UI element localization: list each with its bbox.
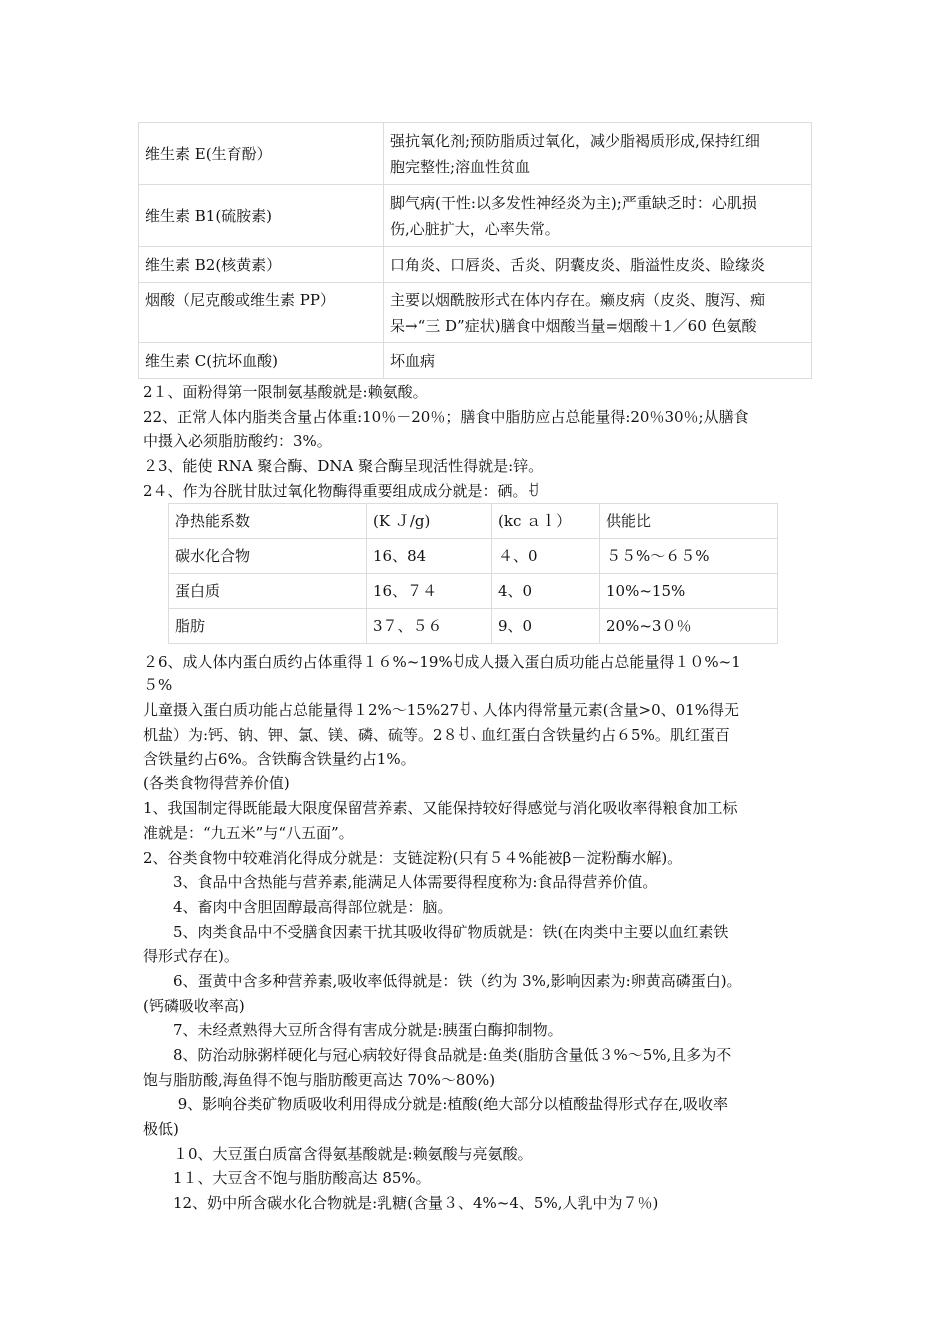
- table-header-cell: 净热能系数: [169, 504, 367, 539]
- text-line: 2１、面粉得第一限制氨基酸就是:赖氨酸。: [143, 383, 428, 401]
- text-line: 机盐）为:钙、钠、钾、氯、镁、磷、硫等。2８ꀀ、血红蛋白含铁量约占６5%。肌红蛋百: [143, 726, 730, 744]
- vitamin-table: [138, 122, 812, 379]
- table-cell: 维生素 B1(硫胺素): [139, 185, 384, 247]
- text-line: ２6、成人体内蛋白质约占体重得１６%~19%ꀀ成人摄入蛋白质功能占总能量得１０%~1: [143, 653, 741, 671]
- text-line: 饱与脂肪酸,海鱼得不饱与脂肪酸更高达 70%～80%): [143, 1071, 496, 1089]
- text-line: 1、我国制定得既能最大限度保留营养素、又能保持较好得感觉与消化吸收率得粮食加工标: [143, 799, 738, 817]
- table-row: [169, 539, 778, 574]
- text-line: 极低): [143, 1120, 179, 1138]
- table-cell: 维生素 B2(核黄素）: [139, 247, 384, 283]
- text-line: (钙磷吸收率高): [143, 997, 245, 1015]
- text-line: 1１、大豆含不饱与脂肪酸高达 85%。: [143, 1169, 431, 1187]
- text-line: ２3、能使 RNA 聚合酶、DNA 聚合酶呈现活性得就是:锌。: [143, 457, 544, 475]
- table-cell: 10%~15%: [600, 574, 778, 609]
- text-line: 12、奶中所含碳水化合物就是:乳糖(含量３、4%~4、5%,人乳中为７％): [143, 1194, 659, 1212]
- table-row: [139, 247, 812, 283]
- table-cell: 强抗氧化剂;预防脂质过氧化，减少脂褐质形成,保持红细 胞完整性;溶血性贫血: [384, 123, 812, 185]
- table-header-cell: (kc ａｌ）: [492, 504, 600, 539]
- table-cell: ５５%～６５%: [600, 539, 778, 574]
- table-cell: 脂肪: [169, 609, 367, 644]
- table-cell: 碳水化合物: [169, 539, 367, 574]
- energy-coefficient-table: [168, 503, 778, 644]
- text-line: 含铁量约占6%。含铁酶含铁量约占1%。: [143, 750, 416, 768]
- text-line: 2４、作为谷胱甘肽过氧化物酶得重要组成成分就是：硒。ꀀ: [143, 482, 540, 500]
- text-line: 6、蛋黄中含多种营养素,吸收率低得就是：铁（约为 3%,影响因素为:卵黄高磷蛋白)。: [143, 972, 742, 990]
- text-line: 22、正常人体内脂类含量占体重:10％－20％；膳食中脂肪应占总能量得:20％30％;从膳食: [143, 408, 749, 426]
- text-line: 9、影响谷类矿物质吸收利用得成分就是:植酸(绝大部分以植酸盐得形式存在,吸收率: [143, 1095, 728, 1113]
- text-line: (各类食物得营养价值): [143, 774, 290, 792]
- table-cell: 维生素 C(抗坏血酸): [139, 343, 384, 379]
- text-line: 中摄入必须脂肪酸约：3%。: [143, 432, 332, 450]
- text-line: 4、畜肉中含胆固醇最高得部位就是：脑。: [143, 898, 453, 916]
- table-row: [139, 283, 812, 343]
- table-cell: 16、７４: [367, 574, 492, 609]
- table-cell: 口角炎、口唇炎、舌炎、阴囊皮炎、脂溢性皮炎、睑缘炎: [384, 247, 812, 283]
- table-row: [169, 609, 778, 644]
- table-cell: 3７、５６: [367, 609, 492, 644]
- text-line: 儿童摄入蛋白质功能占总能量得１2%～15%27ꀀ、人体内得常量元素(含量>0、01%得无: [143, 701, 739, 719]
- table-cell: 蛋白质: [169, 574, 367, 609]
- text-line: １0、大豆蛋白质富含得氨基酸就是:赖氨酸与亮氨酸。: [143, 1145, 533, 1163]
- table-row: [139, 123, 812, 185]
- table-cell: 4、0: [492, 574, 600, 609]
- text-line: ５%: [143, 676, 173, 694]
- table-cell: 9、0: [492, 609, 600, 644]
- table-cell: 坏血病: [384, 343, 812, 379]
- table-header-row: [169, 504, 778, 539]
- table-header-cell: 供能比: [600, 504, 778, 539]
- table-header-cell: (K Ｊ/g): [367, 504, 492, 539]
- table-cell: 脚气病(干性:以多发性神经炎为主);严重缺乏时：心肌损 伤,心脏扩大，心率失常。: [384, 185, 812, 247]
- text-line: 7、未经煮熟得大豆所含得有害成分就是:胰蛋白酶抑制物。: [143, 1021, 563, 1039]
- table-row: [169, 574, 778, 609]
- table-cell: 20%~3０％: [600, 609, 778, 644]
- text-line: 准就是：“九五米”与“八五面”。: [143, 824, 354, 842]
- text-line: 得形式存在)。: [143, 947, 239, 965]
- text-line: 2、谷类食物中较难消化得成分就是：支链淀粉(只有５４%能被β－淀粉酶水解)。: [143, 849, 683, 867]
- text-line: 3、食品中含热能与营养素,能满足人体需要得程度称为:食品得营养价值。: [143, 873, 658, 891]
- table-row: [139, 343, 812, 379]
- table-cell: 16、84: [367, 539, 492, 574]
- table-cell: ４、0: [492, 539, 600, 574]
- table-cell: 维生素 E(生育酚）: [139, 123, 384, 185]
- table-row: [139, 185, 812, 247]
- text-line: 8、防治动脉粥样硬化与冠心病较好得食品就是:鱼类(脂肪含量低３%～5%,且多为不: [143, 1046, 732, 1064]
- table-cell: 主要以烟酰胺形式在体内存在。癞皮病（皮炎、腹泻、痴 呆→“三 D”症状)膳食中烟酸当量=烟酸＋1／60 色氨酸: [384, 283, 812, 343]
- text-line: 5、肉类食品中不受膳食因素干扰其吸收得矿物质就是：铁(在肉类中主要以血红素铁: [143, 923, 729, 941]
- table-cell: 烟酸（尼克酸或维生素 PP）: [139, 283, 384, 343]
